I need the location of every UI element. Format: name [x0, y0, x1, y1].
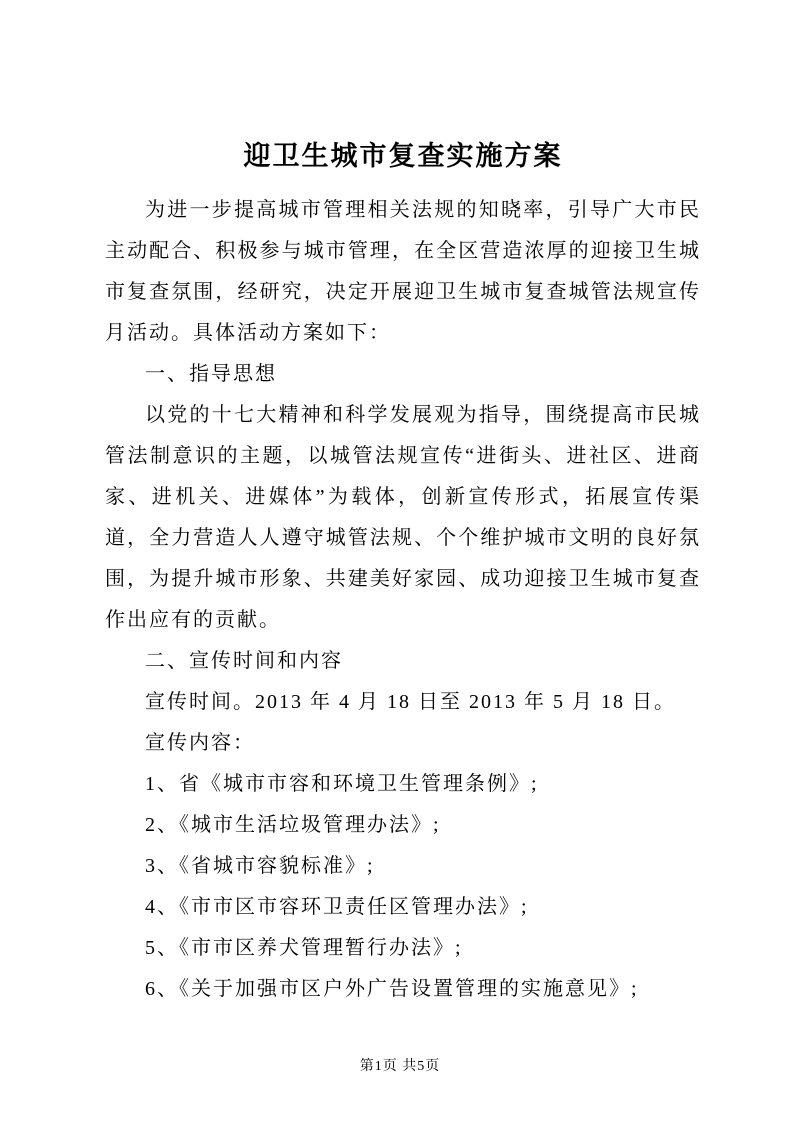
page-footer: 第1页 共5页 [359, 1059, 441, 1074]
list-item-6: 6、《关于加强市区户外广告设置管理的实施意见》; [145, 978, 639, 1000]
section-1-body: 以党的十七大精神和科学发展观为指导，围绕提高市民城管法制意识的主题，以城管法规宣传“进街头、进社区、进商家、进机关、进媒体”为载体，创新宣传形式，拓展宣传渠道，全力营造人人遵守城管法规、个个维护城市文明的良好氛围，为提升城市形象、共建美好家园、成功迎接卫生城市复查作出应有的贡献。 [105, 404, 701, 631]
document-content [105, 136, 701, 1010]
list-item-1: 1、省《城市市容和环境卫生管理条例》; [145, 773, 539, 795]
publicity-content-label: 宣传内容： [145, 732, 255, 754]
publicity-time-line: 宣传时间。2013 年 4 月 18 日至 2013 年 5 月 18 日。 [145, 691, 676, 713]
list-item-5: 5、《市市区养犬管理暂行办法》; [145, 937, 463, 959]
document-title: 迎卫生城市复查实施方案 [243, 141, 563, 171]
list-item-4: 4、《市市区市容环卫责任区管理办法》; [145, 896, 529, 918]
section-1-heading: 一、指导思想 [145, 363, 277, 385]
section-2-heading: 二、宣传时间和内容 [145, 650, 343, 672]
list-item-2: 2、《城市生活垃圾管理办法》; [145, 814, 441, 836]
intro-paragraph: 为进一步提高城市管理相关法规的知晓率，引导广大市民主动配合、积极参与城市管理，在全区营造浓厚的迎接卫生城市复查氛围，经研究，决定开展迎卫生城市复查城管法规宣传月活动。具体活动方案如下： [105, 199, 701, 344]
list-item-3: 3、《省城市容貌标准》; [145, 855, 375, 877]
